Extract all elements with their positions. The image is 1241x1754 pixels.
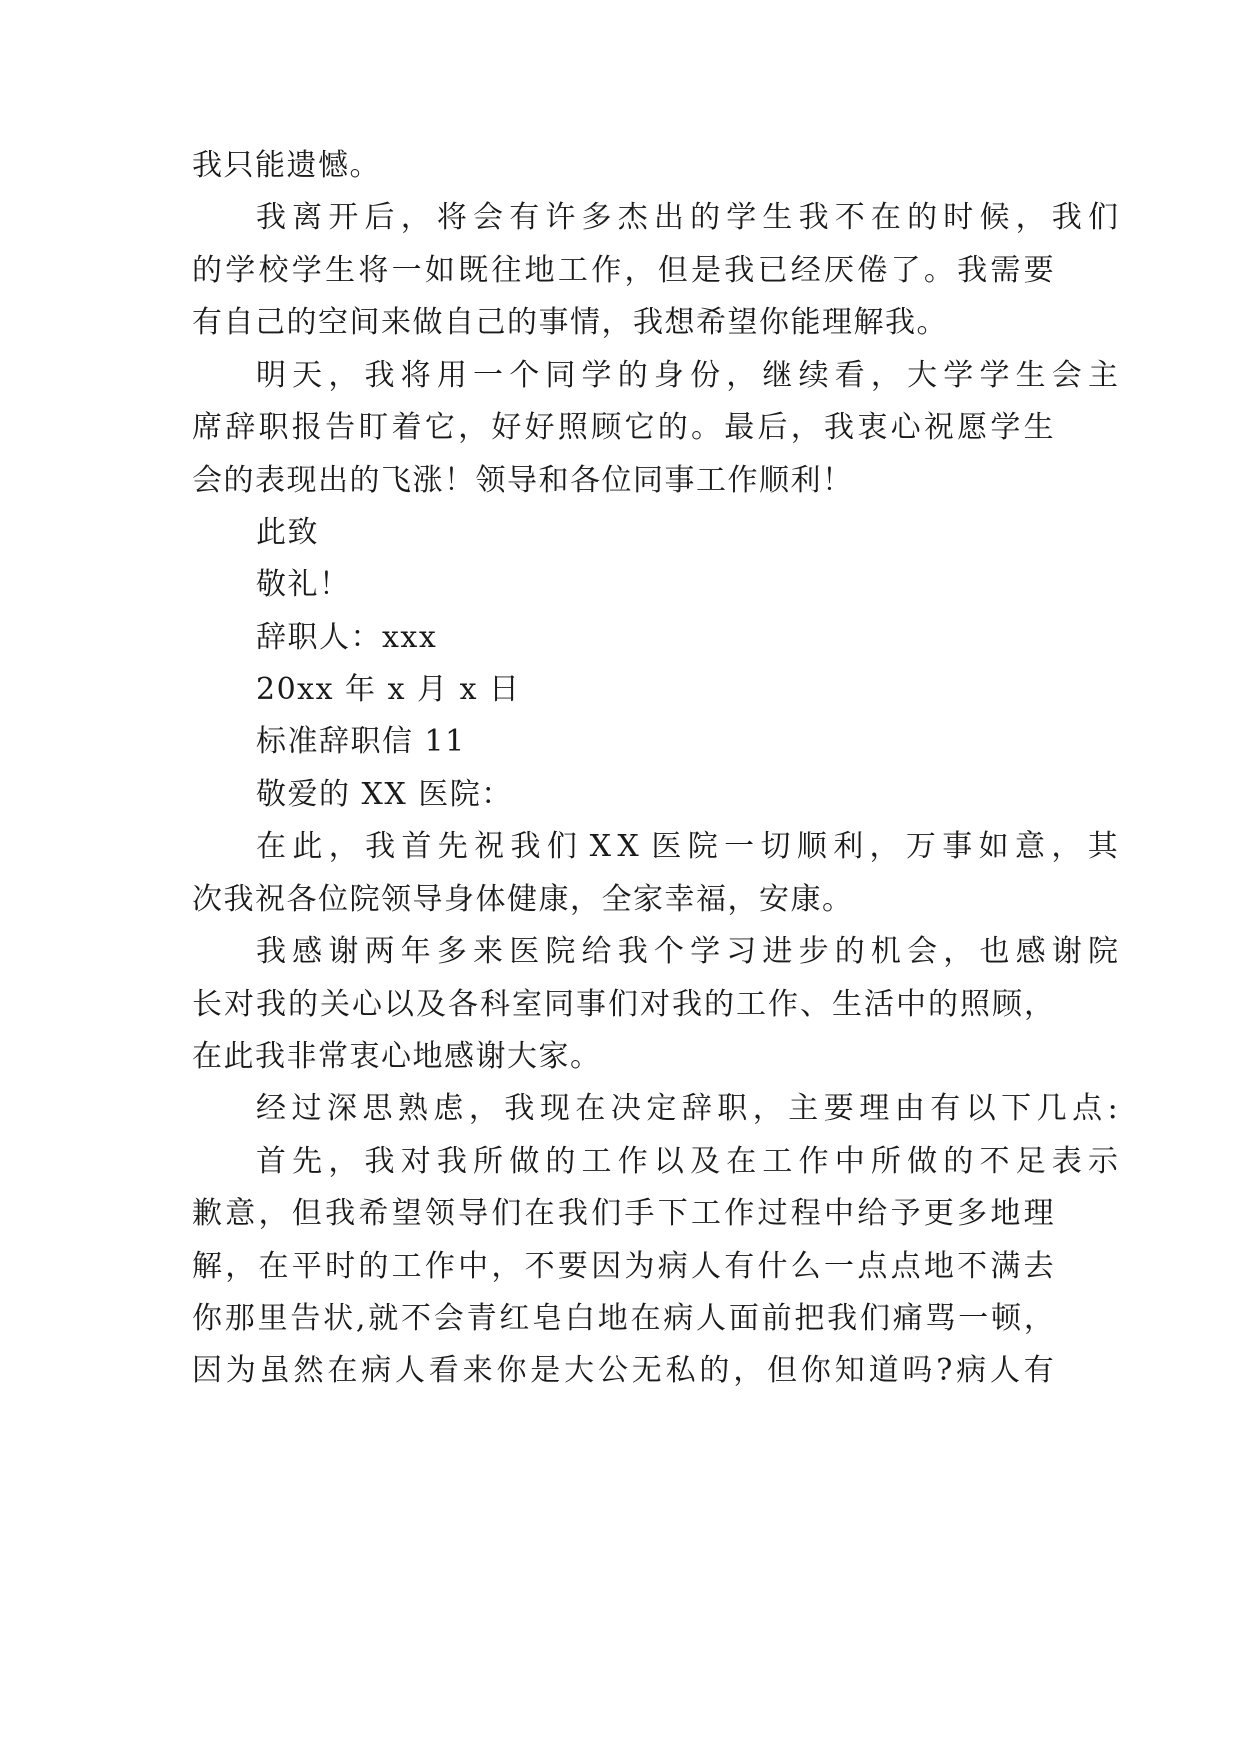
paragraph-line: 明 天 ， 我 将 用 一 个 同 学 的 身 份 ， 继 续 看 ， 大 学 学 生 会 主	[256, 358, 1118, 393]
paragraph-line: 长 对 我 的 关 心 以 及 各 科 室 同 事 们 对 我 的 工 作 、 生 活 中 的 照 顾 ，	[192, 987, 1054, 1022]
paragraph-line: 在 此 ， 我 首 先 祝 我 们 X X 医 院 一 切 顺 利 ， 万 事 如 意 ， 其	[256, 829, 1118, 864]
salutation-line: 敬礼！	[256, 567, 351, 602]
signature-line: 辞职人：xxx	[256, 620, 438, 655]
paragraph-line: 首 先 ， 我 对 我 所 做 的 工 作 以 及 在 工 作 中 所 做 的 不 足 表 示	[256, 1144, 1118, 1179]
paragraph-line: 席 辞 职 报 告 盯 着 它 ， 好 好 照 顾 它 的 。 最 后 ， 我 衷 心 祝 愿 学 生	[192, 410, 1054, 445]
paragraph-line: 会的表现出的飞涨！领导和各位同事工作顺利！	[192, 463, 854, 498]
paragraph-line: 你 那 里 告 状 , 就 不 会 青 红 皂 白 地 在 病 人 面 前 把 我 们 痛 骂 一 顿 ，	[192, 1301, 1054, 1336]
paragraph-line: 次我祝各位院领导身体健康，全家幸福，安康。	[192, 882, 854, 917]
paragraph-line: 有自己的空间来做自己的事情，我想希望你能理解我。	[192, 305, 948, 340]
date-line: 20xx 年 x 月 x 日	[256, 672, 521, 707]
paragraph-line: 在此我非常衷心地感谢大家。	[192, 1039, 602, 1074]
text-line: 我只能遗憾。	[192, 148, 381, 183]
closing-line: 此致	[256, 515, 319, 550]
paragraph-line: 我 感 谢 两 年 多 来 医 院 给 我 个 学 习 进 步 的 机 会 ， 也 感 谢 院	[256, 934, 1118, 969]
paragraph-line: 歉 意 ， 但 我 希 望 领 导 们 在 我 们 手 下 工 作 过 程 中 给 予 更 多 地 理	[192, 1196, 1054, 1231]
paragraph-line: 因 为 虽 然 在 病 人 看 来 你 是 大 公 无 私 的 ， 但 你 知 道 吗 ? 病 人 有	[192, 1353, 1054, 1388]
paragraph-line: 我 离 开 后 ， 将 会 有 许 多 杰 出 的 学 生 我 不 在 的 时 候 ， 我 们	[256, 200, 1118, 235]
paragraph-line: 解 ， 在 平 时 的 工 作 中 ， 不 要 因 为 病 人 有 什 么 一 点 点 地 不 满 去	[192, 1249, 1054, 1284]
paragraph-line: 的 学 校 学 生 将 一 如 既 往 地 工 作 ， 但 是 我 已 经 厌 倦 了 。 我 需 要	[192, 253, 1054, 288]
letter-greeting: 敬爱的 XX 医院：	[256, 777, 513, 812]
paragraph-line: 经 过 深 思 熟 虑 ， 我 现 在 决 定 辞 职 ， 主 要 理 由 有 以 下 几 点 :	[256, 1091, 1118, 1126]
section-title: 标准辞职信 11	[256, 724, 466, 759]
